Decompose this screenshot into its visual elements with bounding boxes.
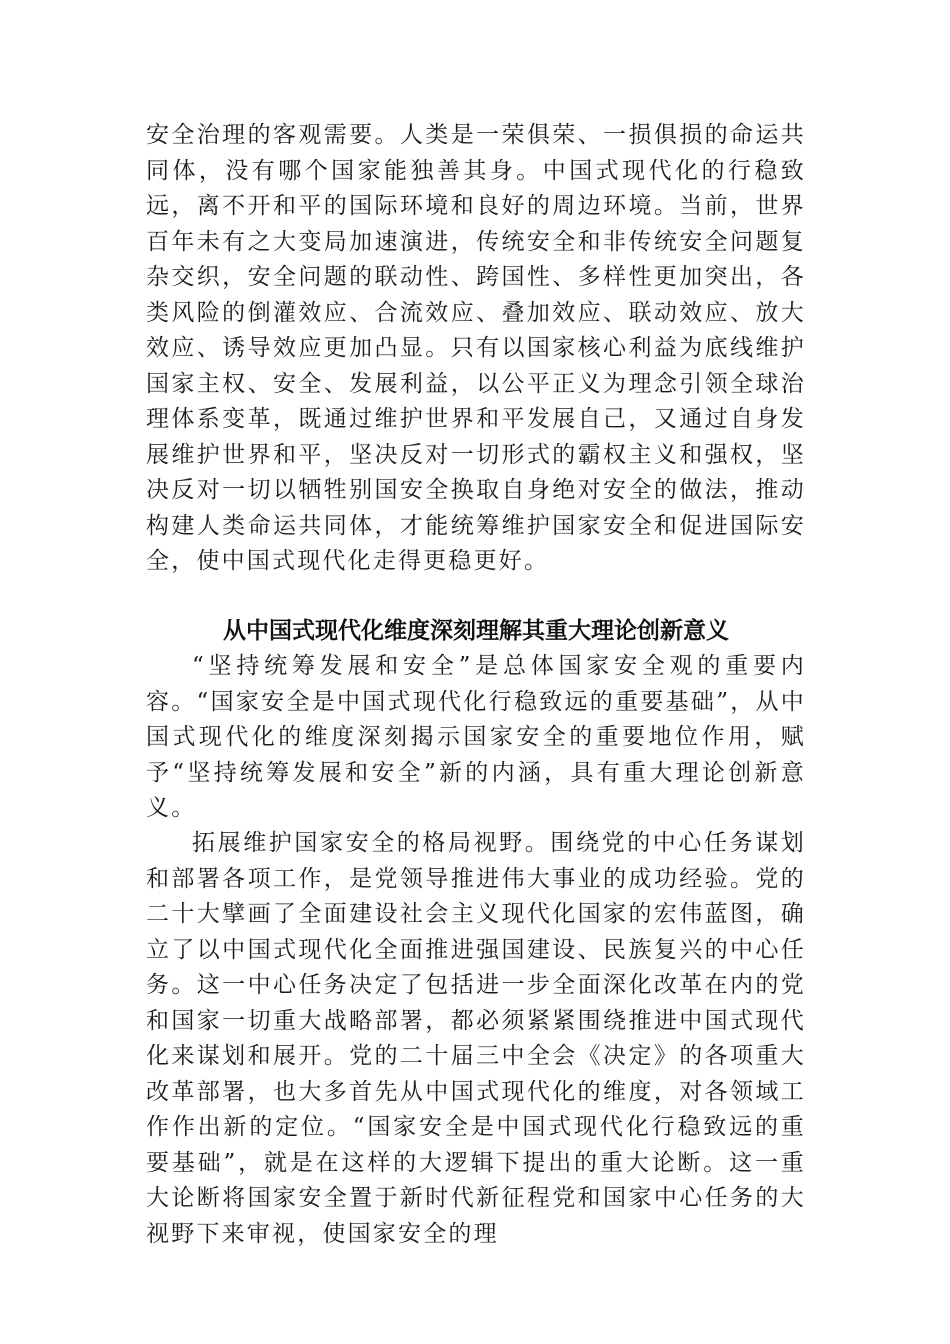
- paragraph-overview: “坚持统筹发展和安全”是总体国家安全观的重要内容。“国家安全是中国式现代化行稳致远的重要基础”，从中国式现代化的维度深刻揭示国家安全的重要地位作用，赋予“坚持统筹发展和安全”新的内涵，具有重大理论创新意义。: [146, 653, 806, 821]
- paragraph-perspective: 拓展维护国家安全的格局视野。围绕党的中心任务谋划和部署各项工作，是党领导推进伟大事业的成功经验。党的二十大擘画了全面建设社会主义现代化国家的宏伟蓝图，确立了以中国式现代化全面推进强国建设、民族复兴的中心任务。这一中心任务决定了包括进一步全面深化改革在内的党和国家一切重大战略部署，都必须紧紧围绕推进中国式现代化来谋划和展开。党的二十届三中全会《决定》的各项重大改革部署，也大多首先从中国式现代化的维度，对各领域工作作出新的定位。“国家安全是中国式现代化行稳致远的重要基础”，就是在这样的大逻辑下提出的重大论断。这一重大论断将国家安全置于新时代新征程党和国家中心任务的大视野下来审视，使国家安全的理: [146, 830, 806, 1247]
- paragraph-continuation: 安全治理的客观需要。人类是一荣俱荣、一损俱损的命运共同体，没有哪个国家能独善其身。中国式现代化的行稳致远，离不开和平的国际环境和良好的周边环境。当前，世界百年未有之大变局加速演进，传统安全和非传统安全问题复杂交织，安全问题的联动性、跨国性、多样性更加突出，各类风险的倒灌效应、合流效应、叠加效应、联动效应、放大效应、诱导效应更加凸显。只有以国家核心利益为底线维护国家主权、安全、发展利益，以公平正义为理念引领全球治理体系变革，既通过维护世界和平发展自己，又通过自身发展维护世界和平，坚决反对一切形式的霸权主义和强权，坚决反对一切以牺牲别国安全换取自身绝对安全的做法，推动构建人类命运共同体，才能统筹维护国家安全和促进国际安全，使中国式现代化走得更稳更好。: [146, 122, 806, 574]
- section-heading: 从中国式现代化维度深刻理解其重大理论创新意义: [223, 618, 729, 644]
